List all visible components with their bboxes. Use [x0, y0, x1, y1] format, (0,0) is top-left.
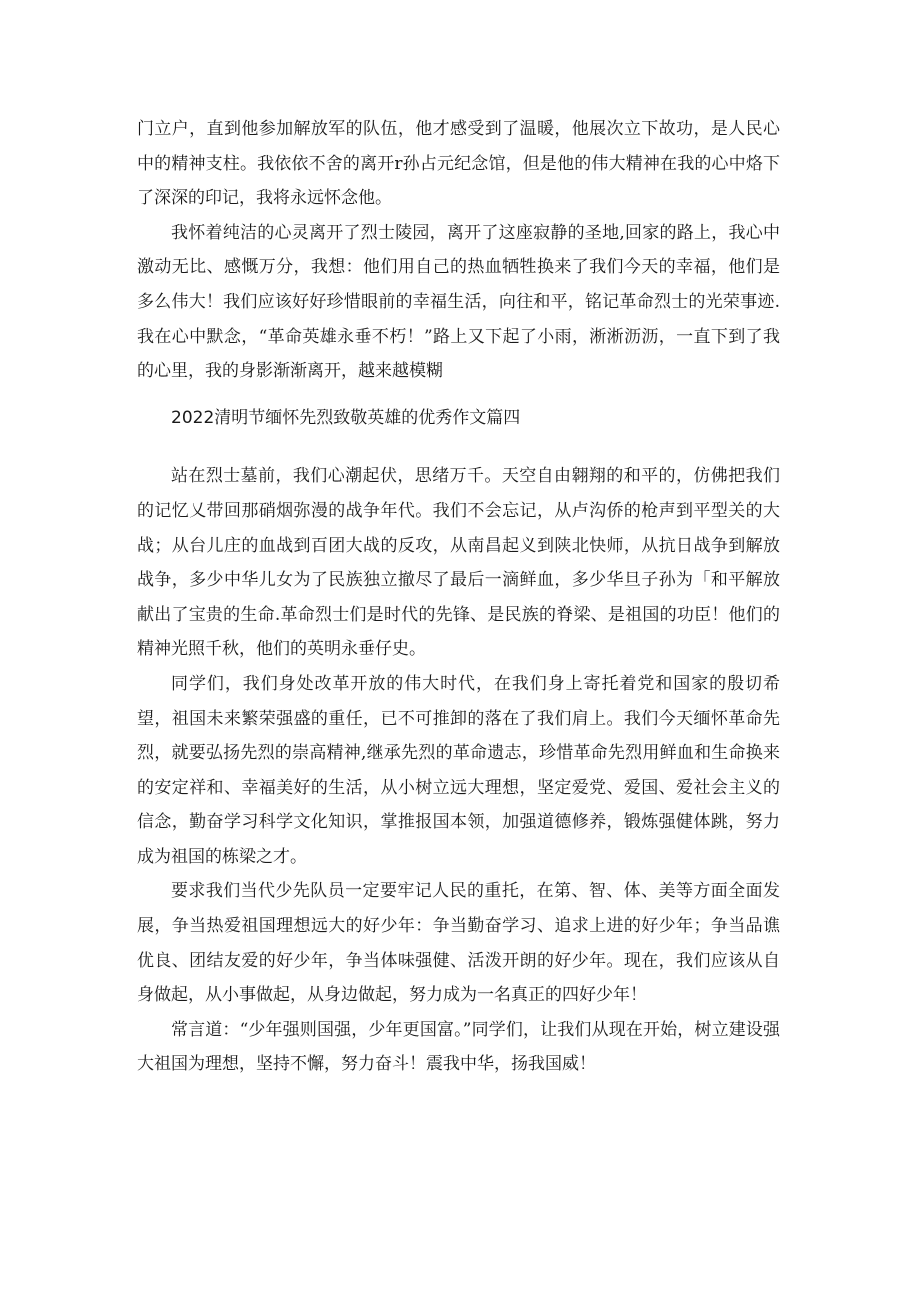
paragraph: 常言道：“少年强则国强，少年更国富。”同学们，让我们从现在开始，树立建设强大祖国为理想，坚持不懈，努力奋斗！震我中华，扬我国威！: [137, 1019, 780, 1075]
paragraph: 我怀着纯洁的心灵离开了烈士陵园，离开了这座寂静的圣地,回家的路上，我心中激动无比、感慨万分，我想：他们用自己的热血牺牲换来了我们今天的幸福，他们是多么伟大！我们应该好好珍惜眼前的幸福生活，向往和平，铭记革命烈士的光荣事迹.我在心中默念，“革命英雄永垂不朽！”路上又下起了小雨，淅淅沥沥，一直下到了我的心里，我的身影渐渐离开，越来越模糊: [137, 222, 780, 382]
paragraph: 同学们，我们身处改革开放的伟大时代，在我们身上寄托着党和国家的殷切希望，祖国未来繁荣强盛的重任，已不可推卸的落在了我们肩上。我们今天缅怀革命先烈，就要弘扬先烈的崇高精神,继承先烈的革命遗志，珍惜革命先烈用鲜血和生命换来的安定祥和、幸福美好的生活，从小树立远大理想，坚定爱党、爱国、爱社会主义的信念，勤奋学习科学文化知识，掌推报国本领，加强道德修养，锻炼强健体跳，努力成为祖国的栋梁之才。: [137, 673, 780, 867]
section-heading: 2022清明节缅怀先烈致敬英雄的优秀作文篇四: [171, 407, 521, 428]
paragraph: 站在烈士墓前，我们心潮起伏，思绪万千。天空自由翱翔的和平的，仿佛把我们的记忆乂带回那硝烟弥漫的战争年代。我们不会忘记，从卢沟侨的枪声到平型关的大战；从台儿庄的血战到百团大战的反攻，从南昌起义到陕北快师，从抗日战争到解放战争，多少中华儿女为了民族独立撤尽了最后一滴鲜血，多少华旦子孙为「和平解放献出了宝贵的生命.革命烈士们是时代的先锋、是民族的脊梁、是祖国的功臣！他们的精神光照千秋，他们的英明永垂仔史。: [137, 466, 780, 660]
paragraph: 要求我们当代少先队员一定要牢记人民的重托，在第、智、体、美等方面全面发展，争当热爱祖国理想远大的好少年：争当勤奋学习、追求上进的好少年；争当品谯优良、团结友爱的好少年，争当体味强健、活泼开朗的好少年。现在，我们应该从自身做起，从小事做起，从身边做起，努力成为一名真正的四好少年！: [137, 881, 780, 1006]
paragraph: 门立户，直到他参加解放军的队伍，他才感受到了温暖，他展次立下故功，是人民心中的精神支柱。我依依不舍的离开r孙占元纪念馆，但是他的伟大精神在我的心中烙下了深深的印记，我将永远怀念他。: [137, 119, 780, 209]
document-page: [137, 112, 780, 1082]
